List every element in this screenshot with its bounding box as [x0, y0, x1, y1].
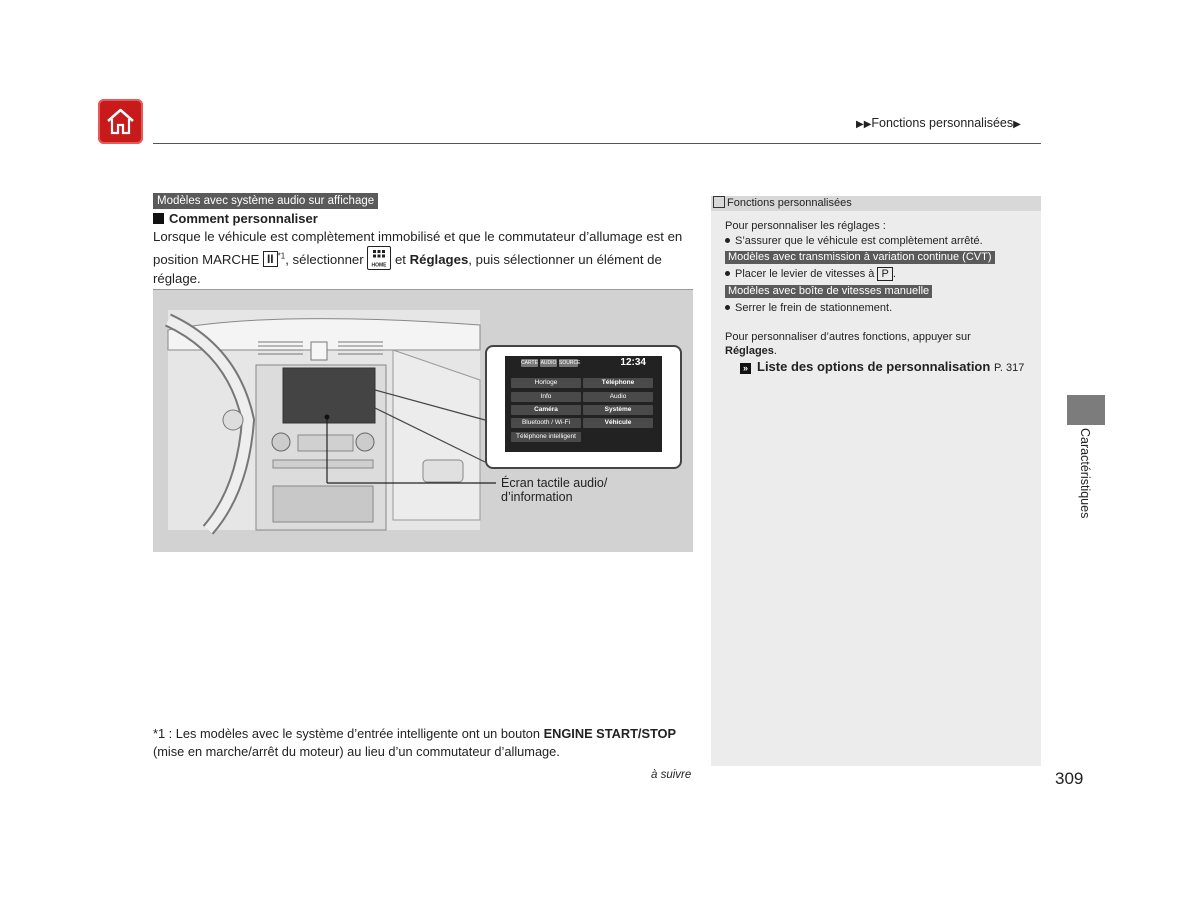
aside-bullet-3: Serrer le frein de stationnement. — [725, 301, 892, 315]
model-tag: Modèles avec système audio sur affichage — [153, 193, 378, 209]
breadcrumb-arrow-icon: ▶ — [1013, 119, 1021, 130]
bullet-icon — [725, 271, 730, 276]
bullet-icon — [725, 238, 730, 243]
screen-topbar — [505, 356, 662, 370]
square-bullet-icon — [153, 213, 164, 224]
menu-systeme: Système — [583, 405, 653, 415]
reference-link[interactable]: » Liste des options de personnalisation P. 317 — [740, 359, 1024, 374]
home-icon[interactable] — [98, 99, 143, 144]
menu-vehicule: Véhicule — [583, 418, 653, 428]
menu-camera: Caméra — [511, 405, 581, 415]
tag-cvt: Modèles avec transmission à variation continue (CVT) — [725, 251, 995, 264]
breadcrumb-arrow-icon: ▶▶ — [856, 119, 872, 130]
menu-horloge: Horloge — [511, 378, 581, 388]
breadcrumb[interactable]: ▶▶Fonctions personnalisées▶ — [856, 116, 1021, 130]
header-divider — [153, 143, 1041, 144]
menu-telephone: Téléphone — [583, 378, 653, 388]
ignition-on-key: II — [263, 251, 278, 267]
tag-manual: Modèles avec boîte de vitesses manuelle — [725, 285, 932, 298]
aside-other: Pour personnaliser d’autres fonctions, appuyer sur Réglages. — [725, 331, 971, 357]
menu-telephone-intelligent: Téléphone intelligent — [511, 432, 581, 442]
tab-audio: AUDIO — [540, 360, 557, 366]
menu-bluetooth: Bluetooth / Wi-Fi — [511, 418, 581, 428]
tab-source: SOURCE — [559, 360, 581, 366]
footnote-ref: *1 — [277, 251, 286, 261]
home-button-icon — [367, 246, 391, 270]
chapter-tab[interactable] — [1067, 395, 1105, 425]
footnote: *1 : Les modèles avec le système d’entrée intelligente ont un bouton ENGINE START/STOP (mise en marche/arrêt du moteur) au lieu d’un commutateur d’allumage. — [153, 726, 677, 759]
aside-title[interactable]: Fonctions personnalisées — [711, 196, 1041, 211]
reference-arrow-icon: » — [740, 363, 751, 374]
body-paragraph: Lorsque le véhicule est complètement immobilisé et que le commutateur d’allumage est en position MARCHE II $^{*1}$, sélectionner HOME et Réglages, puis sélectionner un élément de réglage. — [153, 229, 683, 286]
chapter-label: Caractéristiques — [1078, 428, 1092, 519]
aside-panel — [711, 196, 1041, 766]
aside-intro: Pour personnaliser les réglages : — [725, 220, 886, 232]
reference-icon — [713, 196, 725, 208]
bullet-icon — [725, 305, 730, 310]
continued-label: à suivre — [651, 769, 692, 781]
menu-info: Info — [511, 392, 581, 402]
section-title: Comment personnaliser — [153, 211, 318, 226]
audio-touchscreen — [505, 356, 662, 452]
screen-clock: 12:34 — [620, 357, 646, 368]
screen-caption: Écran tactile audio/ d’information — [501, 476, 608, 504]
tab-carte: CARTE — [521, 360, 538, 366]
menu-audio: Audio — [583, 392, 653, 402]
aside-bullet-2: Placer le levier de vitesses à P . — [725, 267, 896, 281]
aside-bullet-1: S’assurer que le véhicule est complètement arrêté. — [725, 234, 983, 248]
page-number: 309 — [1055, 769, 1084, 788]
home-button-label: HOME — [371, 262, 387, 269]
park-key: P — [877, 267, 892, 281]
